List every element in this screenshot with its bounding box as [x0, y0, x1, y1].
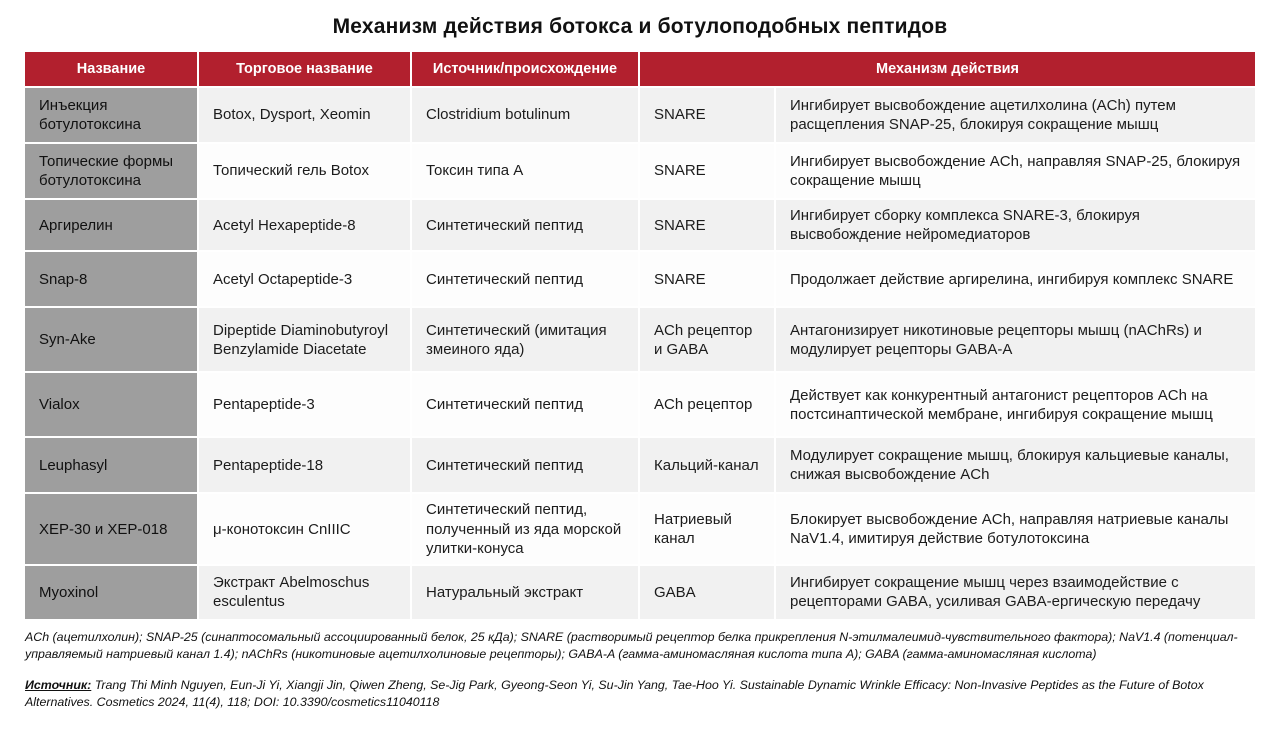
- cell-name: Myoxinol: [25, 566, 197, 619]
- cell-target: SNARE: [640, 252, 774, 306]
- cell-target: GABA: [640, 566, 774, 619]
- cell-target: SNARE: [640, 88, 774, 142]
- cell-mechanism: Действует как конкурентный антагонист рецепторов ACh на постсинаптической мембране, ингибируя сокращение мышц: [776, 373, 1255, 436]
- source-citation: Trang Thi Minh Nguyen, Eun-Ji Yi, Xiangji Jin, Qiwen Zheng, Se-Jig Park, Gyeong-Seon Yi, Su-Jin Yang, Tae-Hoo Yi. Sustainable Dynamic Wrinkle Efficacy: Non-Invasive Peptides as the Future of Botox Alternatives. Cosmetics 2024, 11(4), 118; DOI: 10.3390/cosmetics11040118: [25, 677, 1204, 710]
- cell-trade-name: Pentapeptide-18: [199, 438, 410, 492]
- cell-trade-name: Acetyl Octapeptide-3: [199, 252, 410, 306]
- cell-name: XEP-30 и XEP-018: [25, 494, 197, 564]
- cell-source: Синтетический пептид: [412, 200, 638, 250]
- cell-source: Натуральный экстракт: [412, 566, 638, 619]
- abbreviations-note: ACh (ацетилхолин); SNAP-25 (синаптосомальный ассоциированный белок, 25 кДа); SNARE (растворимый рецептор белка прикрепления N-этилмалеимид-чувствительного фактора); NaV1.4 (потенциал-управляемый натриевый канал 1.4); nAChRs (никотиновые ацетилхолиновые рецепторы); GABA-A (гамма-аминомасляная кислота типа A); GABA (гамма-аминомасляная кислота): [25, 629, 1238, 662]
- source-note: [25, 677, 1255, 712]
- cell-target: SNARE: [640, 144, 774, 198]
- cell-name: Snap-8: [25, 252, 197, 306]
- cell-name: Vialox: [25, 373, 197, 436]
- cell-trade-name: Топический гель Botox: [199, 144, 410, 198]
- page-title: Механизм действия ботокса и ботулоподобных пептидов: [332, 15, 948, 38]
- cell-source: Clostridium botulinum: [412, 88, 638, 142]
- cell-mechanism: Ингибирует сокращение мышц через взаимодействие с рецепторами GABA, усиливая GABA-ергическую передачу: [776, 566, 1255, 619]
- cell-mechanism: Продолжает действие аргирелина, ингибируя комплекс SNARE: [776, 252, 1255, 306]
- cell-name: Топические формы ботулотоксина: [25, 144, 197, 198]
- cell-source: Синтетический пептид, полученный из яда морской улитки-конуса: [412, 494, 638, 564]
- cell-trade-name: Dipeptide Diaminobutyroyl Benzylamide Diacetate: [199, 308, 410, 371]
- cell-mechanism: Ингибирует высвобождение ацетилхолина (ACh) путем расщепления SNAP-25, блокируя сокращение мышц: [776, 88, 1255, 142]
- cell-name: Инъекция ботулотоксина: [25, 88, 197, 142]
- cell-trade-name: μ-конотоксин CnIIIC: [199, 494, 410, 564]
- cell-source: Синтетический (имитация змеиного яда): [412, 308, 638, 371]
- cell-name: Leuphasyl: [25, 438, 197, 492]
- column-header-mechanism: Механизм действия: [640, 52, 1255, 86]
- cell-target: Кальций-канал: [640, 438, 774, 492]
- cell-source: Токсин типа A: [412, 144, 638, 198]
- source-label: Источник:: [25, 677, 92, 692]
- peptides-table: [25, 52, 1255, 619]
- cell-mechanism: Ингибирует высвобождение ACh, направляя SNAP-25, блокируя сокращение мышц: [776, 144, 1255, 198]
- column-header-name: Название: [25, 52, 197, 86]
- cell-mechanism: Антагонизирует никотиновые рецепторы мышц (nAChRs) и модулирует рецепторы GABA-A: [776, 308, 1255, 371]
- cell-trade-name: Экстракт Abelmoschus esculentus: [199, 566, 410, 619]
- infographic-page: [0, 15, 1280, 711]
- cell-trade-name: Botox, Dysport, Xeomin: [199, 88, 410, 142]
- column-header-source: Источник/происхождение: [412, 52, 638, 86]
- cell-mechanism: Блокирует высвобождение ACh, направляя натриевые каналы NaV1.4, имитируя действие ботулотоксина: [776, 494, 1255, 564]
- cell-name: Аргирелин: [25, 200, 197, 250]
- cell-source: Синтетический пептид: [412, 252, 638, 306]
- cell-target: SNARE: [640, 200, 774, 250]
- cell-mechanism: Модулирует сокращение мышц, блокируя кальциевые каналы, снижая высвобождение ACh: [776, 438, 1255, 492]
- cell-target: Натриевый канал: [640, 494, 774, 564]
- cell-target: ACh рецептор: [640, 373, 774, 436]
- cell-trade-name: Acetyl Hexapeptide-8: [199, 200, 410, 250]
- cell-target: ACh рецептор и GABA: [640, 308, 774, 371]
- cell-source: Синтетический пептид: [412, 438, 638, 492]
- column-header-trade-name: Торговое название: [199, 52, 410, 86]
- cell-mechanism: Ингибирует сборку комплекса SNARE-3, блокируя высвобождение нейромедиаторов: [776, 200, 1255, 250]
- cell-trade-name: Pentapeptide-3: [199, 373, 410, 436]
- cell-name: Syn-Ake: [25, 308, 197, 371]
- cell-source: Синтетический пептид: [412, 373, 638, 436]
